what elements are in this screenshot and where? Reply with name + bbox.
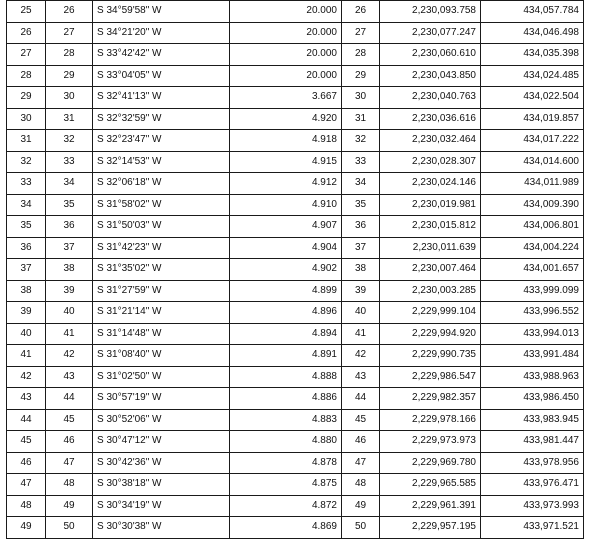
cell-point: 43 (342, 366, 380, 388)
cell-to-station: 44 (46, 388, 93, 410)
cell-y-coordinate: 2,230,032.464 (380, 130, 481, 152)
cell-to-station: 42 (46, 345, 93, 367)
cell-point: 40 (342, 302, 380, 324)
table-row (7, 1, 584, 23)
cell-distance: 4.880 (230, 431, 342, 453)
cell-y-coordinate: 2,229,999.104 (380, 302, 481, 324)
cell-point: 26 (342, 1, 380, 23)
cell-y-coordinate: 2,230,093.758 (380, 1, 481, 23)
cell-bearing: S 31°02'50" W (93, 366, 230, 388)
cell-y-coordinate: 2,229,986.547 (380, 366, 481, 388)
cell-bearing: S 31°27'59" W (93, 280, 230, 302)
cell-x-coordinate: 433,976.471 (481, 474, 584, 496)
cell-y-coordinate: 2,229,965.585 (380, 474, 481, 496)
cell-bearing: S 33°42'42" W (93, 44, 230, 66)
cell-x-coordinate: 433,988.963 (481, 366, 584, 388)
cell-bearing: S 32°06'18" W (93, 173, 230, 195)
cell-distance: 4.872 (230, 495, 342, 517)
cell-distance: 4.904 (230, 237, 342, 259)
cell-distance: 4.883 (230, 409, 342, 431)
cell-distance: 4.910 (230, 194, 342, 216)
cell-from-station: 28 (7, 65, 46, 87)
table-row (7, 452, 584, 474)
survey-coordinates-table (6, 0, 584, 539)
cell-x-coordinate: 433,971.521 (481, 517, 584, 539)
cell-y-coordinate: 2,229,969.780 (380, 452, 481, 474)
cell-from-station: 34 (7, 194, 46, 216)
table-row (7, 173, 584, 195)
cell-to-station: 33 (46, 151, 93, 173)
cell-to-station: 38 (46, 259, 93, 281)
cell-to-station: 31 (46, 108, 93, 130)
cell-point: 29 (342, 65, 380, 87)
cell-distance: 20.000 (230, 1, 342, 23)
cell-x-coordinate: 433,973.993 (481, 495, 584, 517)
cell-x-coordinate: 433,978.956 (481, 452, 584, 474)
cell-to-station: 50 (46, 517, 93, 539)
cell-bearing: S 32°41'13" W (93, 87, 230, 109)
cell-distance: 4.915 (230, 151, 342, 173)
cell-y-coordinate: 2,230,077.247 (380, 22, 481, 44)
cell-bearing: S 31°42'23" W (93, 237, 230, 259)
cell-distance: 4.918 (230, 130, 342, 152)
cell-to-station: 34 (46, 173, 93, 195)
cell-y-coordinate: 2,229,978.166 (380, 409, 481, 431)
table-row (7, 194, 584, 216)
cell-point: 47 (342, 452, 380, 474)
cell-point: 38 (342, 259, 380, 281)
cell-point: 49 (342, 495, 380, 517)
cell-point: 39 (342, 280, 380, 302)
cell-to-station: 35 (46, 194, 93, 216)
cell-y-coordinate: 2,230,011.639 (380, 237, 481, 259)
table-row (7, 323, 584, 345)
cell-bearing: S 31°14'48" W (93, 323, 230, 345)
table-row (7, 409, 584, 431)
table-row (7, 280, 584, 302)
cell-y-coordinate: 2,230,040.763 (380, 87, 481, 109)
cell-bearing: S 30°57'19" W (93, 388, 230, 410)
cell-from-station: 35 (7, 216, 46, 238)
cell-to-station: 36 (46, 216, 93, 238)
cell-y-coordinate: 2,230,043.850 (380, 65, 481, 87)
table-row (7, 151, 584, 173)
cell-y-coordinate: 2,229,973.973 (380, 431, 481, 453)
cell-from-station: 49 (7, 517, 46, 539)
cell-x-coordinate: 434,022.504 (481, 87, 584, 109)
table-row (7, 431, 584, 453)
cell-distance: 4.907 (230, 216, 342, 238)
cell-from-station: 46 (7, 452, 46, 474)
cell-from-station: 31 (7, 130, 46, 152)
cell-bearing: S 31°35'02" W (93, 259, 230, 281)
cell-x-coordinate: 434,014.600 (481, 151, 584, 173)
table-row (7, 388, 584, 410)
cell-to-station: 43 (46, 366, 93, 388)
cell-from-station: 39 (7, 302, 46, 324)
cell-y-coordinate: 2,229,961.391 (380, 495, 481, 517)
cell-point: 33 (342, 151, 380, 173)
table-row (7, 130, 584, 152)
cell-distance: 4.869 (230, 517, 342, 539)
table-row (7, 302, 584, 324)
cell-from-station: 30 (7, 108, 46, 130)
cell-x-coordinate: 434,019.857 (481, 108, 584, 130)
cell-bearing: S 30°38'18" W (93, 474, 230, 496)
cell-bearing: S 31°21'14" W (93, 302, 230, 324)
cell-distance: 20.000 (230, 22, 342, 44)
cell-distance: 4.896 (230, 302, 342, 324)
cell-from-station: 48 (7, 495, 46, 517)
cell-y-coordinate: 2,230,007.464 (380, 259, 481, 281)
table-row (7, 345, 584, 367)
cell-distance: 4.899 (230, 280, 342, 302)
cell-from-station: 40 (7, 323, 46, 345)
cell-from-station: 38 (7, 280, 46, 302)
cell-point: 30 (342, 87, 380, 109)
cell-to-station: 37 (46, 237, 93, 259)
table-row (7, 237, 584, 259)
cell-bearing: S 31°50'03" W (93, 216, 230, 238)
cell-y-coordinate: 2,230,015.812 (380, 216, 481, 238)
cell-to-station: 46 (46, 431, 93, 453)
cell-point: 41 (342, 323, 380, 345)
cell-point: 46 (342, 431, 380, 453)
cell-from-station: 33 (7, 173, 46, 195)
cell-distance: 4.891 (230, 345, 342, 367)
cell-x-coordinate: 434,035.398 (481, 44, 584, 66)
cell-y-coordinate: 2,230,060.610 (380, 44, 481, 66)
cell-from-station: 43 (7, 388, 46, 410)
cell-to-station: 30 (46, 87, 93, 109)
cell-y-coordinate: 2,229,990.735 (380, 345, 481, 367)
document-page (6, 0, 583, 539)
cell-point: 34 (342, 173, 380, 195)
cell-bearing: S 33°04'05" W (93, 65, 230, 87)
table-row (7, 259, 584, 281)
cell-bearing: S 30°34'19" W (93, 495, 230, 517)
table-row (7, 366, 584, 388)
cell-point: 44 (342, 388, 380, 410)
cell-distance: 20.000 (230, 65, 342, 87)
cell-bearing: S 30°30'38" W (93, 517, 230, 539)
cell-to-station: 41 (46, 323, 93, 345)
cell-y-coordinate: 2,230,024.146 (380, 173, 481, 195)
cell-point: 36 (342, 216, 380, 238)
cell-y-coordinate: 2,230,028.307 (380, 151, 481, 173)
cell-bearing: S 34°21'20" W (93, 22, 230, 44)
cell-y-coordinate: 2,229,994.920 (380, 323, 481, 345)
cell-point: 31 (342, 108, 380, 130)
cell-from-station: 37 (7, 259, 46, 281)
cell-from-station: 41 (7, 345, 46, 367)
cell-distance: 4.902 (230, 259, 342, 281)
table-row (7, 474, 584, 496)
cell-y-coordinate: 2,230,036.616 (380, 108, 481, 130)
table-row (7, 44, 584, 66)
cell-bearing: S 31°58'02" W (93, 194, 230, 216)
cell-point: 48 (342, 474, 380, 496)
table-row (7, 87, 584, 109)
cell-x-coordinate: 434,009.390 (481, 194, 584, 216)
cell-to-station: 32 (46, 130, 93, 152)
table-row (7, 216, 584, 238)
cell-from-station: 26 (7, 22, 46, 44)
cell-y-coordinate: 2,229,957.195 (380, 517, 481, 539)
cell-x-coordinate: 434,024.485 (481, 65, 584, 87)
cell-distance: 4.878 (230, 452, 342, 474)
cell-x-coordinate: 433,991.484 (481, 345, 584, 367)
cell-point: 42 (342, 345, 380, 367)
cell-bearing: S 31°08'40" W (93, 345, 230, 367)
cell-distance: 4.875 (230, 474, 342, 496)
cell-from-station: 36 (7, 237, 46, 259)
cell-distance: 4.886 (230, 388, 342, 410)
cell-distance: 4.912 (230, 173, 342, 195)
cell-x-coordinate: 434,011.989 (481, 173, 584, 195)
cell-x-coordinate: 433,981.447 (481, 431, 584, 453)
cell-distance: 3.667 (230, 87, 342, 109)
cell-bearing: S 32°32'59" W (93, 108, 230, 130)
cell-from-station: 44 (7, 409, 46, 431)
table-body (7, 1, 584, 539)
cell-x-coordinate: 434,001.657 (481, 259, 584, 281)
cell-x-coordinate: 433,999.099 (481, 280, 584, 302)
cell-from-station: 27 (7, 44, 46, 66)
cell-y-coordinate: 2,230,019.981 (380, 194, 481, 216)
cell-to-station: 49 (46, 495, 93, 517)
cell-point: 50 (342, 517, 380, 539)
cell-bearing: S 34°59'58" W (93, 1, 230, 23)
cell-x-coordinate: 433,996.552 (481, 302, 584, 324)
cell-from-station: 45 (7, 431, 46, 453)
cell-to-station: 47 (46, 452, 93, 474)
cell-point: 32 (342, 130, 380, 152)
cell-bearing: S 30°47'12" W (93, 431, 230, 453)
cell-x-coordinate: 434,006.801 (481, 216, 584, 238)
cell-point: 28 (342, 44, 380, 66)
cell-x-coordinate: 434,017.222 (481, 130, 584, 152)
table-row (7, 517, 584, 539)
table-row (7, 22, 584, 44)
cell-distance: 4.894 (230, 323, 342, 345)
cell-from-station: 42 (7, 366, 46, 388)
cell-to-station: 28 (46, 44, 93, 66)
cell-x-coordinate: 434,004.224 (481, 237, 584, 259)
cell-distance: 20.000 (230, 44, 342, 66)
table-row (7, 65, 584, 87)
cell-x-coordinate: 433,986.450 (481, 388, 584, 410)
cell-point: 37 (342, 237, 380, 259)
cell-point: 27 (342, 22, 380, 44)
cell-distance: 4.920 (230, 108, 342, 130)
cell-from-station: 47 (7, 474, 46, 496)
table-row (7, 495, 584, 517)
cell-x-coordinate: 433,983.945 (481, 409, 584, 431)
cell-x-coordinate: 434,046.498 (481, 22, 584, 44)
cell-x-coordinate: 434,057.784 (481, 1, 584, 23)
cell-to-station: 39 (46, 280, 93, 302)
cell-bearing: S 32°23'47" W (93, 130, 230, 152)
cell-to-station: 40 (46, 302, 93, 324)
cell-to-station: 26 (46, 1, 93, 23)
cell-bearing: S 30°52'06" W (93, 409, 230, 431)
cell-x-coordinate: 433,994.013 (481, 323, 584, 345)
cell-bearing: S 32°14'53" W (93, 151, 230, 173)
cell-to-station: 27 (46, 22, 93, 44)
cell-from-station: 25 (7, 1, 46, 23)
cell-bearing: S 30°42'36" W (93, 452, 230, 474)
cell-y-coordinate: 2,229,982.357 (380, 388, 481, 410)
cell-from-station: 29 (7, 87, 46, 109)
cell-from-station: 32 (7, 151, 46, 173)
cell-y-coordinate: 2,230,003.285 (380, 280, 481, 302)
cell-to-station: 45 (46, 409, 93, 431)
cell-distance: 4.888 (230, 366, 342, 388)
cell-to-station: 29 (46, 65, 93, 87)
cell-to-station: 48 (46, 474, 93, 496)
cell-point: 45 (342, 409, 380, 431)
table-row (7, 108, 584, 130)
cell-point: 35 (342, 194, 380, 216)
